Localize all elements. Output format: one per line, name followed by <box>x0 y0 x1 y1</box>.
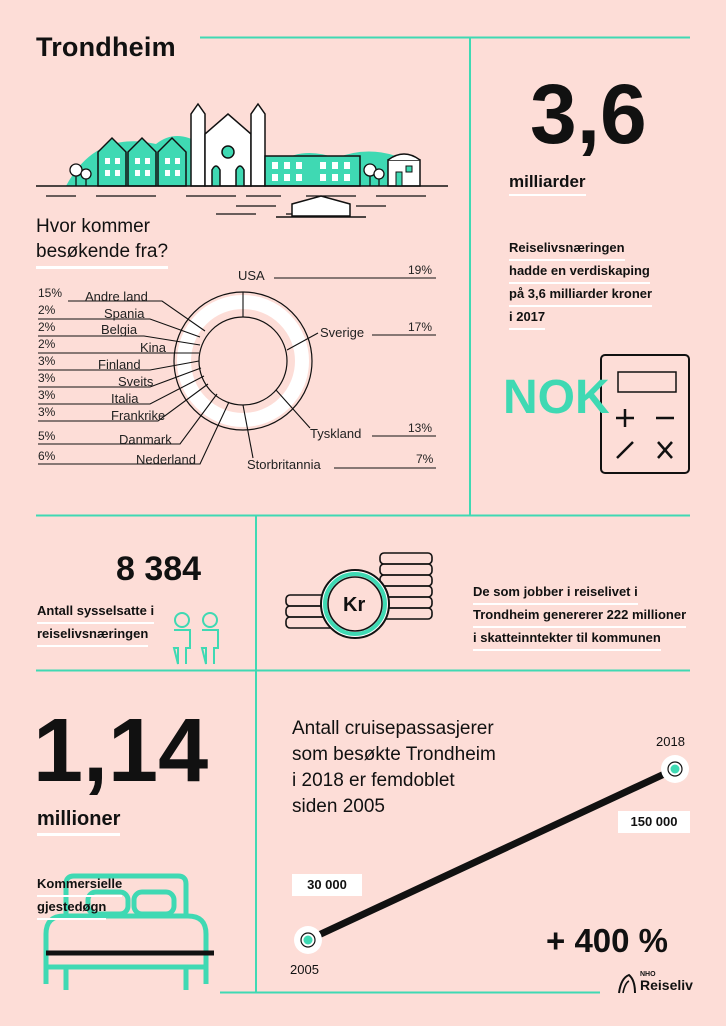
nho-reiseliv-logo <box>616 970 696 1000</box>
people-icon <box>170 610 224 666</box>
label-kina: Kina <box>140 340 167 355</box>
pct-storbritannia: 7% <box>416 452 434 466</box>
label-usa: USA <box>238 268 265 283</box>
logo-main-text: Reiseliv <box>640 977 693 993</box>
pct-sverige: 17% <box>408 320 433 334</box>
employees-number: 8 384 <box>116 550 202 588</box>
label-italia: Italia <box>111 391 139 406</box>
pct-finland: 3% <box>38 354 56 368</box>
cruise-heading: Antall cruisepassasjerer som besøkte Trondheim i 2018 er femdoblet siden 2005 <box>292 718 496 817</box>
pct-italia: 3% <box>38 388 56 402</box>
overnight-text: Kommersielle gjestedøgn <box>37 874 122 920</box>
logo-small-text: NHO <box>640 971 656 978</box>
employees-text: Antall sysselsatte i reiselivsnæringen <box>37 601 154 647</box>
pct-kina: 2% <box>38 337 56 351</box>
value-creation-unit: milliarder <box>509 172 586 196</box>
label-nederland: Nederland <box>136 452 196 467</box>
cruise-year-start: 2005 <box>290 962 319 977</box>
logo-mark-icon <box>616 972 638 996</box>
value-creation-number: 3,6 <box>530 67 647 161</box>
pct-nederland: 6% <box>38 449 56 463</box>
page-title: Trondheim <box>36 32 176 62</box>
pct-tyskland: 13% <box>408 421 433 435</box>
pct-frankrike: 3% <box>38 405 56 419</box>
pct-andre-land: 15% <box>38 286 63 300</box>
cruise-value-end: 150 000 <box>618 811 690 833</box>
value-creation-text: Reiselivsnæringen hadde en verdiskaping på 3,6 milliarder kroner i 2017 <box>509 238 652 330</box>
label-sveits: Sveits <box>118 374 154 389</box>
label-andre-land: Andre land <box>85 289 148 304</box>
label-sverige: Sverige <box>320 325 365 340</box>
cruise-growth: + 400 % <box>546 922 669 959</box>
label-tyskland: Tyskland <box>310 426 362 441</box>
label-storbritannia: Storbritannia <box>247 457 321 472</box>
pct-spania: 2% <box>38 303 56 317</box>
label-belgia: Belgia <box>101 322 138 337</box>
nok-label: NOK <box>503 371 610 424</box>
calculator-icon <box>600 354 692 476</box>
label-finland: Finland <box>98 357 141 372</box>
overnight-unit: millioner <box>37 808 120 836</box>
label-spania: Spania <box>104 306 145 321</box>
pct-sveits: 3% <box>38 371 56 385</box>
pct-danmark: 5% <box>38 429 56 443</box>
tax-text: De som jobber i reiselivet i Trondheim genererer 222 millioner i skatteinntekter til kommunen <box>473 582 686 651</box>
visitors-heading: Hvor kommer besøkende fra? <box>36 214 168 269</box>
label-danmark: Danmark <box>119 432 172 447</box>
coin-label: Kr <box>343 594 366 616</box>
visitor-origin-donut <box>0 0 470 515</box>
cruise-value-start: 30 000 <box>292 874 362 896</box>
donut-ring <box>184 302 302 420</box>
pct-belgia: 2% <box>38 320 56 334</box>
pct-usa: 19% <box>408 263 433 277</box>
overnight-number: 1,14 <box>33 701 209 801</box>
cruise-year-end: 2018 <box>656 734 685 749</box>
label-frankrike: Frankrike <box>111 408 166 423</box>
